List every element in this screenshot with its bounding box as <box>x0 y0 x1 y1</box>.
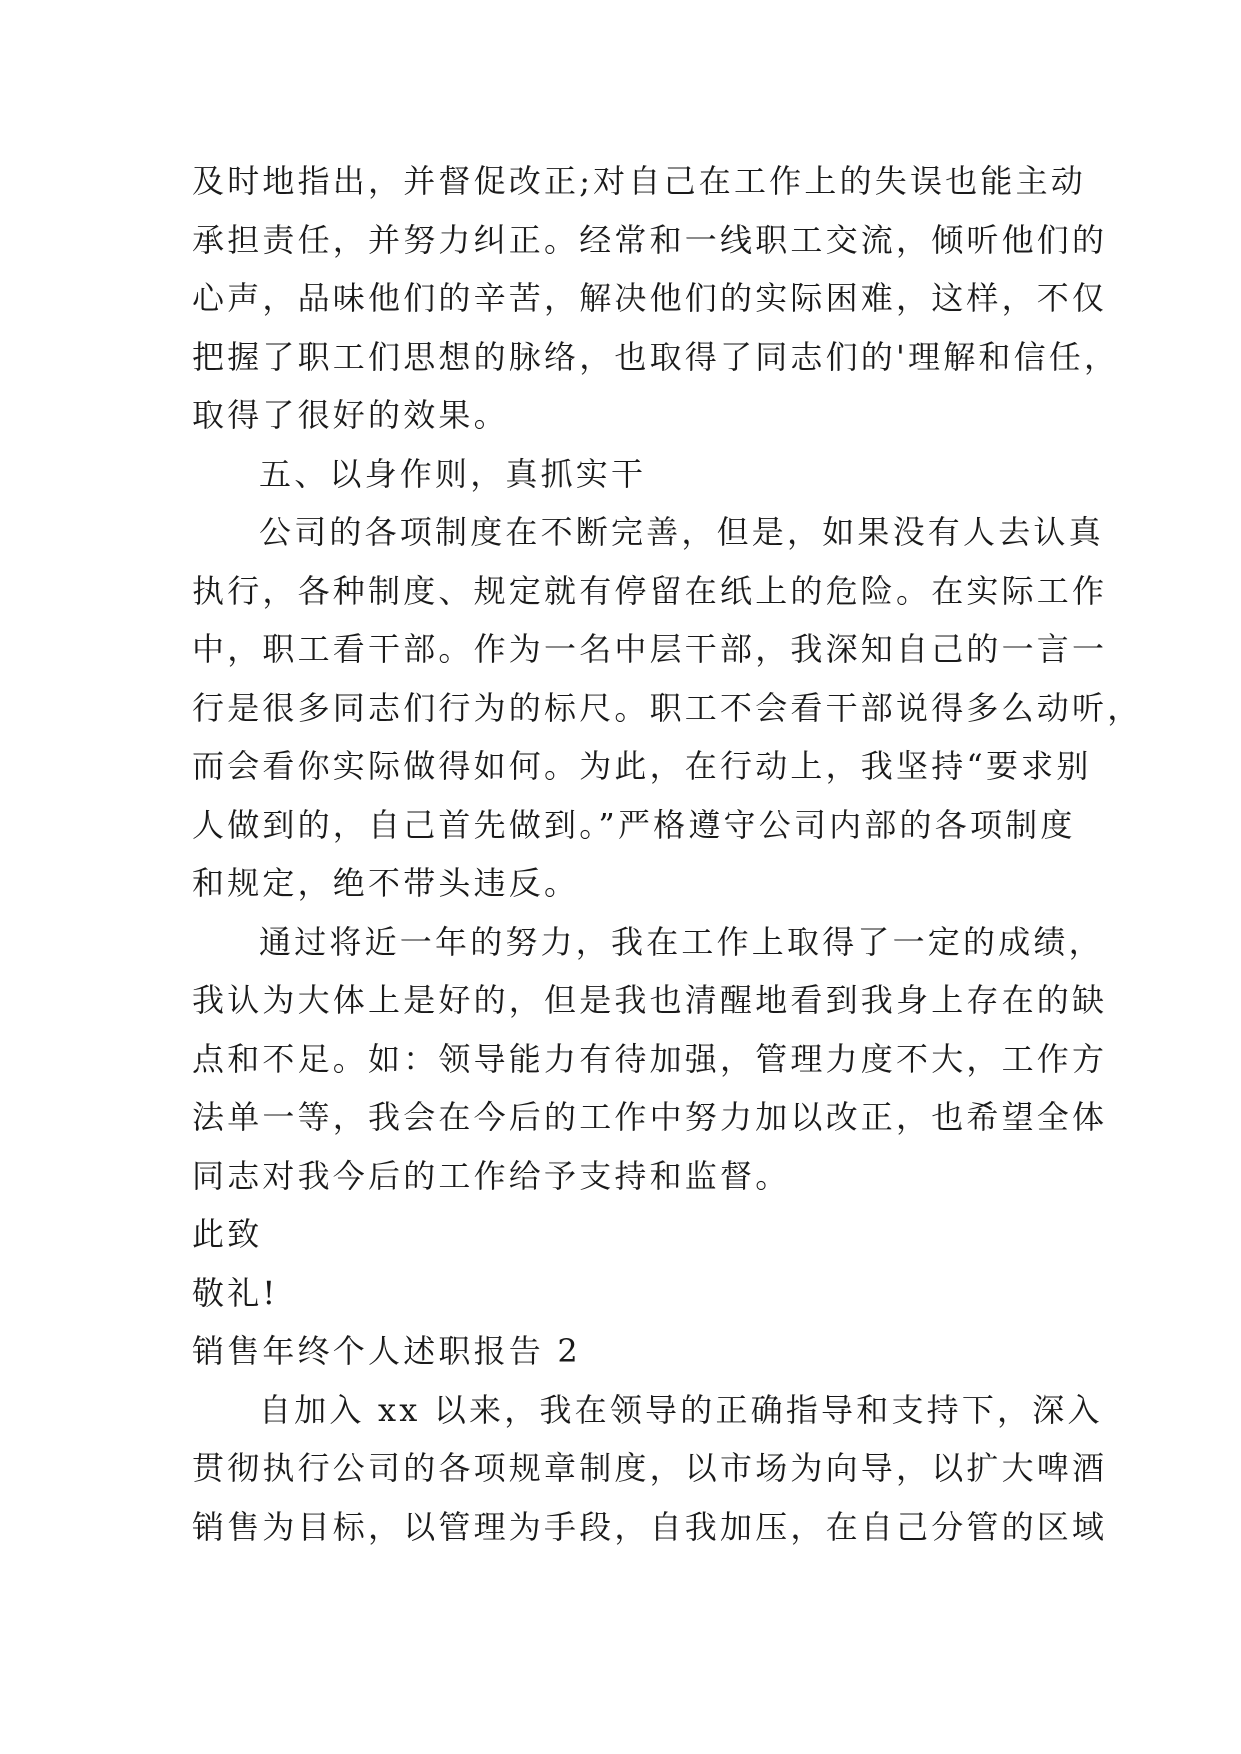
text-line: 人做到的，自己首先做到。”严格遵守公司内部的各项制度 <box>192 805 1076 844</box>
text-line: 同志对我今后的工作给予支持和监督。 <box>192 1156 791 1195</box>
text-line: 取得了很好的效果。 <box>192 396 509 434</box>
closing-salutation: 此致 <box>192 1215 263 1253</box>
closing-regards: 敬礼! <box>192 1273 279 1312</box>
text-line: 承担责任，并努力纠正。经常和一线职工交流，倾听他们的 <box>192 220 1108 259</box>
text-line: 中，职工看干部。作为一名中层干部，我深知自己的一言一 <box>192 630 1108 668</box>
paragraph-start-line: 通过将近一年的努力，我在工作上取得了一定的成绩， <box>259 922 1104 961</box>
text-line: 行是很多同志们行为的标尺。职工不会看干部说得多么动听， <box>192 688 1143 727</box>
section-heading: 五、以身作则，真抓实干 <box>259 454 647 493</box>
text-line: 心声，品味他们的辛苦，解决他们的实际困难，这样，不仅 <box>192 279 1108 317</box>
text-line: 执行，各种制度、规定就有停留在纸上的危险。在实际工作 <box>192 571 1108 610</box>
text-line: 销售为目标，以管理为手段，自我加压，在自己分管的区域 <box>192 1507 1108 1546</box>
paragraph-start-line: 自加入 xx 以来，我在领导的正确指导和支持下，深入 <box>259 1390 1103 1429</box>
text-line: 而会看你实际做得如何。为此，在行动上，我坚持“要求别 <box>192 747 1092 785</box>
text-line: 及时地指出，并督促改正;对自己在工作上的失误也能主动 <box>192 162 1086 200</box>
text-line: 点和不足。如：领导能力有待加强，管理力度不大，工作方 <box>192 1039 1108 1078</box>
report-title: 销售年终个人述职报告 2 <box>192 1332 581 1370</box>
text-line: 法单一等，我会在今后的工作中努力加以改正，也希望全体 <box>192 1098 1108 1136</box>
text-line: 和规定，绝不带头违反。 <box>192 864 580 902</box>
text-line: 把握了职工们思想的脉络，也取得了同志们的'理解和信任， <box>192 337 1120 376</box>
text-line: 我认为大体上是好的，但是我也清醒地看到我身上存在的缺 <box>192 981 1108 1019</box>
text-line: 贯彻执行公司的各项规章制度，以市场为向导，以扩大啤酒 <box>192 1449 1108 1487</box>
document-page <box>192 152 1143 1556</box>
paragraph-start-line: 公司的各项制度在不断完善，但是，如果没有人去认真 <box>259 513 1104 551</box>
